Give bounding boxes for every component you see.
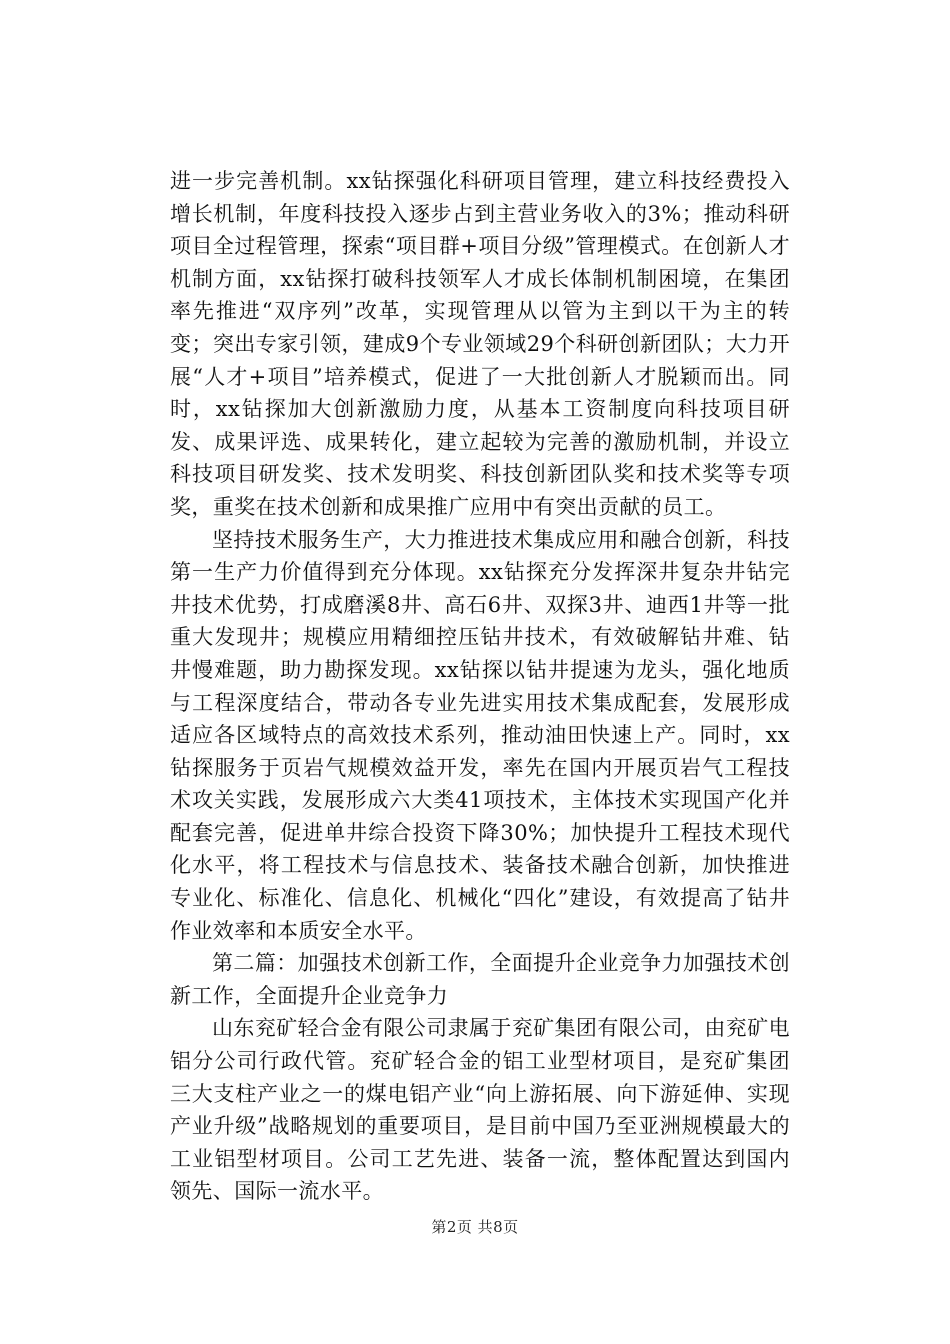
section-heading: 第二篇：加强技术创新工作，全面提升企业竞争力加强技术创新工作，全面提升企业竞争力 — [170, 951, 790, 1008]
paragraph-tech-service: 坚持技术服务生产，大力推进技术集成应用和融合创新，科技第一生产力价值得到充分体现。xx钻探充分发挥深井复杂井钻完井技术优势，打成磨溪8井、高石6井、双探3井、迪西1井等一批重大发现井；规模应用精细控压钻井技术，有效破解钻井难、钻井慢难题，助力勘探发现。xx钻探以钻井提速为龙头，强化地质与工程深度结合，带动各专业先进实用技术集成配套，发展形成适应各区域特点的高效技术系列，推动油田快速上产。同时，xx钻探服务于页岩气规模效益开发，率先在国内开展页岩气工程技术攻关实践，发展形成六大类41项技术，主体技术实现国产化并配套完善，促进单井综合投资下降30%；加快提升工程技术现代化水平，将工程技术与信息技术、装备技术融合创新，加快推进专业化、标准化、信息化、机械化“四化”建设，有效提高了钻井作业效率和本质安全水平。 — [170, 527, 790, 943]
paragraph-company-intro: 山东兖矿轻合金有限公司隶属于兖矿集团有限公司，由兖矿电铝分公司行政代管。兖矿轻合金的铝工业型材项目，是兖矿集团三大支柱产业之一的煤电铝产业“向上游拓展、向下游延伸、实现产业升级”战略规划的重要项目，是目前中国乃至亚洲规模最大的工业铝型材项目。公司工艺先进、装备一流，整体配置达到国内领先、国际一流水平。 — [170, 1016, 790, 1204]
document-body — [170, 165, 790, 1208]
page-number: 第2页 共8页 — [431, 1218, 519, 1236]
paragraph-mechanism: 进一步完善机制。xx钻探强化科研项目管理，建立科技经费投入增长机制，年度科技投入逐步占到主营业务收入的3%；推动科研项目全过程管理，探索“项目群+项目分级”管理模式。在创新人才机制方面，xx钻探打破科技领军人才成长体制机制困境，在集团率先推进“双序列”改革，实现管理从以管为主到以干为主的转变；突出专家引领，建成9个专业领域29个科研创新团队；大力开展“人才+项目”培养模式，促进了一大批创新人才脱颖而出。同时，xx钻探加大创新激励力度，从基本工资制度向科技项目研发、成果评选、成果转化，建立起较为完善的激励机制，并设立科技项目研发奖、技术发明奖、科技创新团队奖和技术奖等专项奖，重奖在技术创新和成果推广应用中有突出贡献的员工。 — [170, 169, 790, 519]
